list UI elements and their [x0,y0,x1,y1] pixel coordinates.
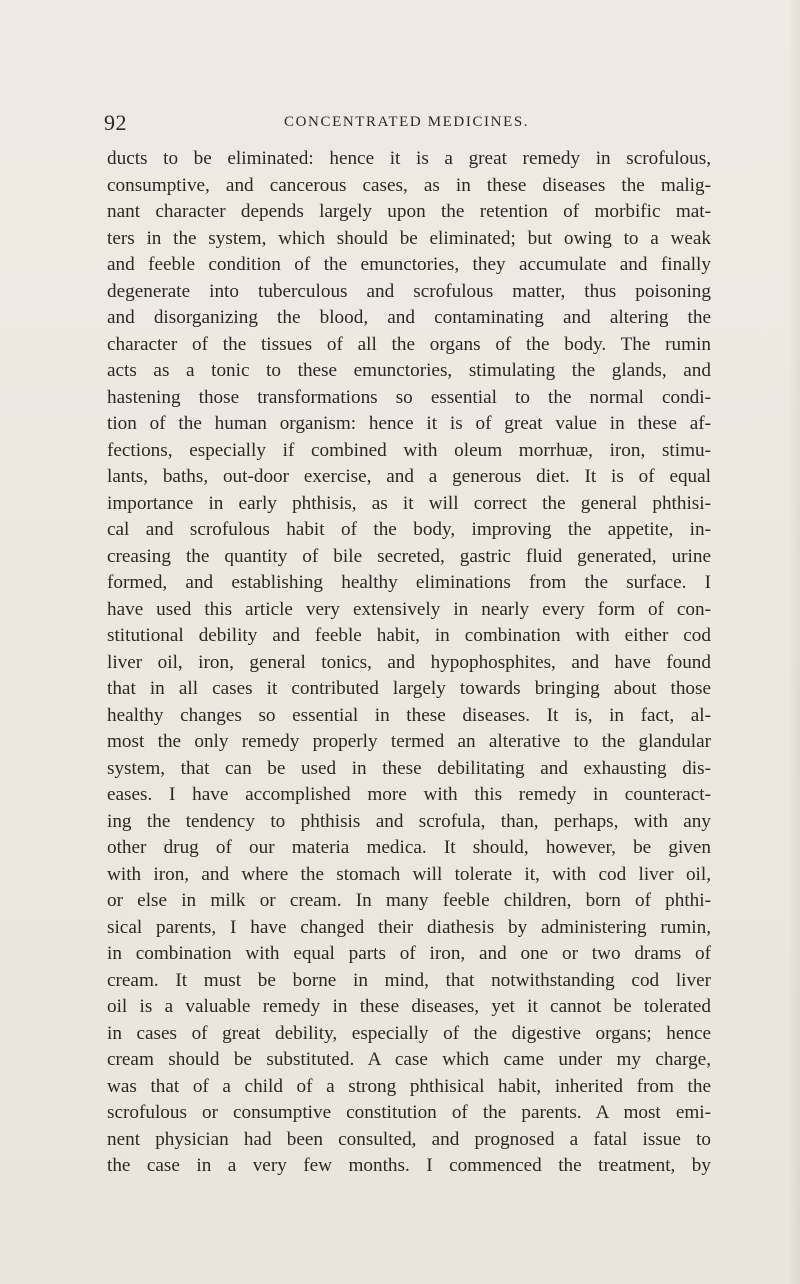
text-line: oil is a valuable remedy in these diseases, yet it cannot be tolerated [107,996,711,1017]
text-line: system, that can be used in these debilitating and exhausting dis- [107,757,711,779]
text-line: importance in early phthisis, as it will correct the general phthisi- [107,492,711,514]
text-line: cal and scrofulous habit of the body, improving the appetite, in- [107,519,711,540]
text-line: creasing the quantity of bile secreted, gastric fluid generated, urine [107,545,711,567]
text-line: scrofulous or consumptive constitution of the parents. A most emi- [107,1102,711,1123]
running-head [104,110,712,140]
text-line: acts as a tonic to these emunctories, stimulating the glands, and [107,360,711,381]
text-line: was that of a child of a strong phthisical habit, inherited from the [107,1075,711,1097]
text-line: ters in the system, which should be eliminated; but owing to a weak [107,227,711,249]
text-line: consumptive, and cancerous cases, as in these diseases the malig- [107,174,711,196]
text-line: degenerate into tuberculous and scrofulous matter, thus poisoning [107,280,711,302]
text-line: and disorganizing the blood, and contaminating and altering the [107,307,711,328]
text-line: the case in a very few months. I commenced the treatment, by [107,1155,711,1176]
text-line: nent physician had been consulted, and prognosed a fatal issue to [107,1128,711,1150]
text-line: cream. It must be borne in mind, that notwithstanding cod liver [107,969,711,991]
text-line: liver oil, iron, general tonics, and hypophosphites, and have found [107,651,711,673]
text-line: sical parents, I have changed their diathesis by administering rumin, [107,916,711,938]
text-line: nant character depends largely upon the retention of morbific mat- [107,201,711,222]
text-line: tion of the human organism: hence it is of great value in these af- [107,413,711,434]
running-title: CONCENTRATED MEDICINES. [284,114,530,130]
text-line: ing the tendency to phthisis and scrofula, than, perhaps, with any [107,810,711,832]
text-line: other drug of our materia medica. It should, however, be given [107,837,711,858]
text-line: formed, and establishing healthy eliminations from the surface. I [107,572,711,593]
text-line: character of the tissues of all the organs of the body. The rumin [107,333,711,355]
text-line: stitutional debility and feeble habit, in combination with either cod [107,625,711,646]
page-edge-shadow [788,0,800,1284]
text-line: most the only remedy properly termed an alterative to the glandular [107,731,711,752]
text-line: lants, baths, out-door exercise, and a generous diet. It is of equal [107,466,711,487]
text-line: cream should be substituted. A case which came under my charge, [107,1049,711,1070]
text-line: in combination with equal parts of iron, and one or two drams of [107,943,711,964]
body-paragraph [107,146,711,1180]
text-line: eases. I have accomplished more with this remedy in counteract- [107,784,711,805]
text-line: in cases of great debility, especially of the digestive organs; hence [107,1022,711,1044]
text-line: have used this article very extensively in nearly every form of con- [107,598,711,620]
text-line: ducts to be eliminated: hence it is a great remedy in scrofulous, [107,148,711,169]
page-number: 92 [104,110,127,135]
text-line: with iron, and where the stomach will tolerate it, with cod liver oil, [107,863,711,885]
text-line: that in all cases it contributed largely towards bringing about those [107,678,711,699]
text-line: fections, especially if combined with oleum morrhuæ, iron, stimu- [107,439,711,461]
text-line: or else in milk or cream. In many feeble children, born of phthi- [107,890,711,911]
text-line: and feeble condition of the emunctories, they accumulate and finally [107,254,711,275]
text-line: healthy changes so essential in these diseases. It is, in fact, al- [107,704,711,726]
text-line: hastening those transformations so essential to the normal condi- [107,386,711,408]
